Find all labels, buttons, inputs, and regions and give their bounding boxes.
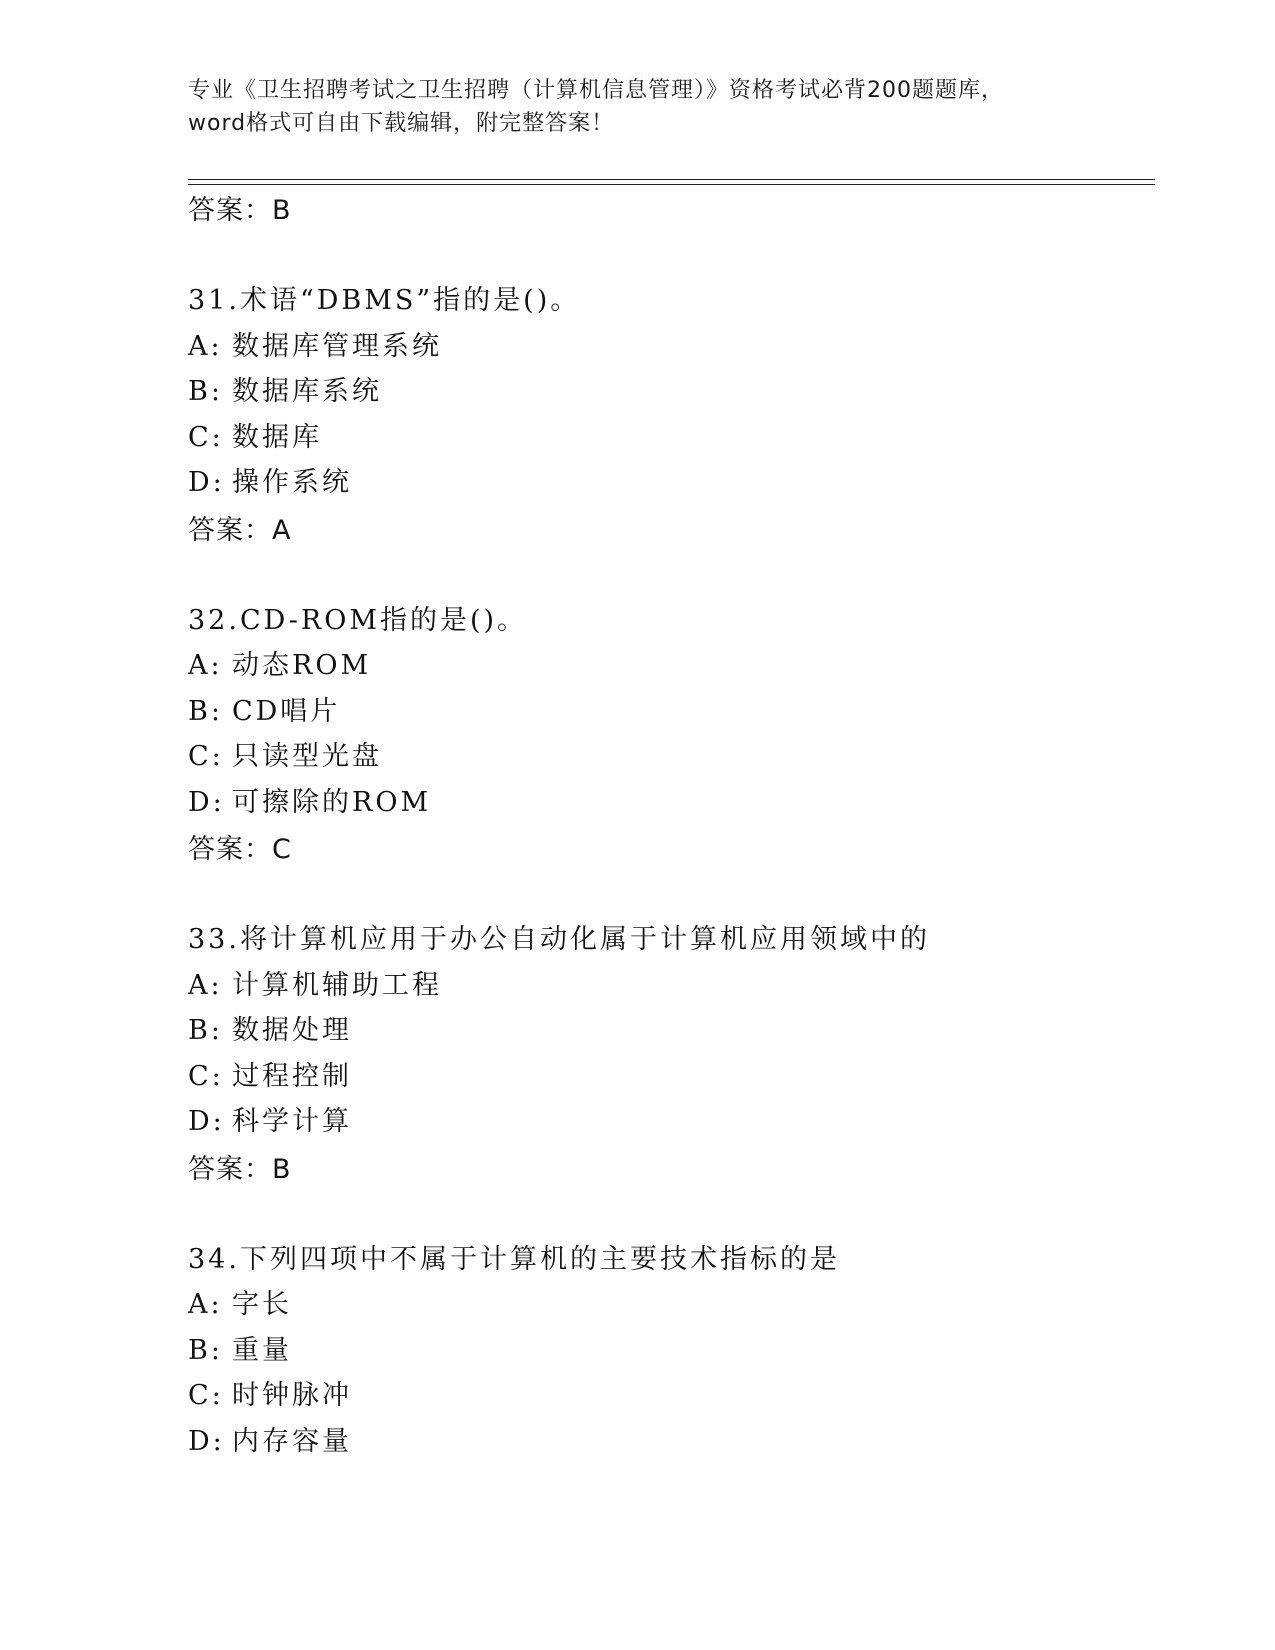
option-text: 动态ROM — [232, 650, 372, 681]
answer-option — [188, 369, 1155, 415]
document-header — [188, 74, 1088, 140]
option-letter: B: — [188, 1015, 223, 1046]
option-text: 字长 — [232, 1289, 292, 1320]
option-text: 操作系统 — [232, 467, 352, 498]
question-list — [188, 186, 1155, 1464]
answer-option — [188, 734, 1155, 780]
option-letter: A: — [188, 650, 223, 681]
header-line-1: 专业《卫生招聘考试之卫生招聘（计算机信息管理）》资格考试必背200题题库， — [188, 78, 1004, 103]
answer-option — [188, 1282, 1155, 1328]
option-letter: D: — [188, 1425, 225, 1457]
question-spacer — [188, 1195, 1155, 1237]
question-stem: 34.下列四项中不属于计算机的主要技术指标的是 — [188, 1243, 840, 1275]
option-text: 内存容量 — [232, 1425, 352, 1457]
answer-option — [188, 689, 1155, 735]
answer-key: 答案：A — [188, 514, 292, 546]
answer-key: 答案：C — [188, 834, 292, 865]
option-letter: B: — [188, 695, 223, 727]
answer-option — [188, 1054, 1155, 1100]
header-divider-bottom — [188, 184, 1155, 185]
option-letter: C: — [188, 741, 224, 772]
option-letter: D: — [188, 786, 225, 818]
option-letter: D: — [188, 1106, 225, 1137]
answer-option — [188, 1008, 1155, 1054]
option-letter: B: — [188, 376, 223, 407]
option-text: 过程控制 — [232, 1060, 352, 1092]
option-letter: C: — [188, 1380, 224, 1411]
option-text: 科学计算 — [232, 1106, 352, 1137]
option-text: 只读型光盘 — [232, 741, 382, 772]
question-stem: 33.将计算机应用于办公自动化属于计算机应用领域中的 — [188, 924, 930, 955]
option-text: 计算机辅助工程 — [232, 969, 442, 1001]
answer-option — [188, 415, 1155, 461]
option-text: 数据库系统 — [232, 376, 382, 407]
question-stem: 31.术语“DBMS”指的是()。 — [188, 285, 581, 316]
answer-option — [188, 1373, 1155, 1419]
option-text: CD唱片 — [232, 695, 341, 727]
option-text: 数据处理 — [232, 1015, 352, 1046]
header-line-2: word格式可自由下载编辑，附完整答案！ — [188, 111, 615, 136]
option-letter: C: — [188, 1060, 224, 1092]
answer-option — [188, 780, 1155, 826]
answer-option — [188, 460, 1155, 506]
option-text: 数据库管理系统 — [232, 330, 442, 362]
answer-key: 答案：B — [188, 1153, 292, 1185]
option-letter: B: — [188, 1334, 223, 1366]
option-letter: D: — [188, 467, 225, 498]
answer-option — [188, 1099, 1155, 1145]
option-letter: A: — [188, 330, 223, 362]
answer-option — [188, 324, 1155, 370]
option-text: 时钟脉冲 — [232, 1380, 352, 1411]
answer-option — [188, 643, 1155, 689]
option-text: 数据库 — [232, 421, 322, 453]
answer-option — [188, 1328, 1155, 1374]
answer-key: 答案：B — [188, 195, 292, 226]
answer-option — [188, 1419, 1155, 1465]
option-letter: C: — [188, 421, 224, 453]
question-spacer — [188, 556, 1155, 598]
option-text: 可擦除的ROM — [232, 786, 432, 818]
option-text: 重量 — [232, 1334, 292, 1366]
option-letter: A: — [188, 969, 223, 1001]
question-stem: 32.CD-ROM指的是()。 — [188, 604, 528, 636]
answer-option — [188, 963, 1155, 1009]
option-letter: A: — [188, 1289, 223, 1320]
question-spacer — [188, 236, 1155, 278]
question-spacer — [188, 875, 1155, 917]
header-divider-top — [188, 179, 1155, 180]
